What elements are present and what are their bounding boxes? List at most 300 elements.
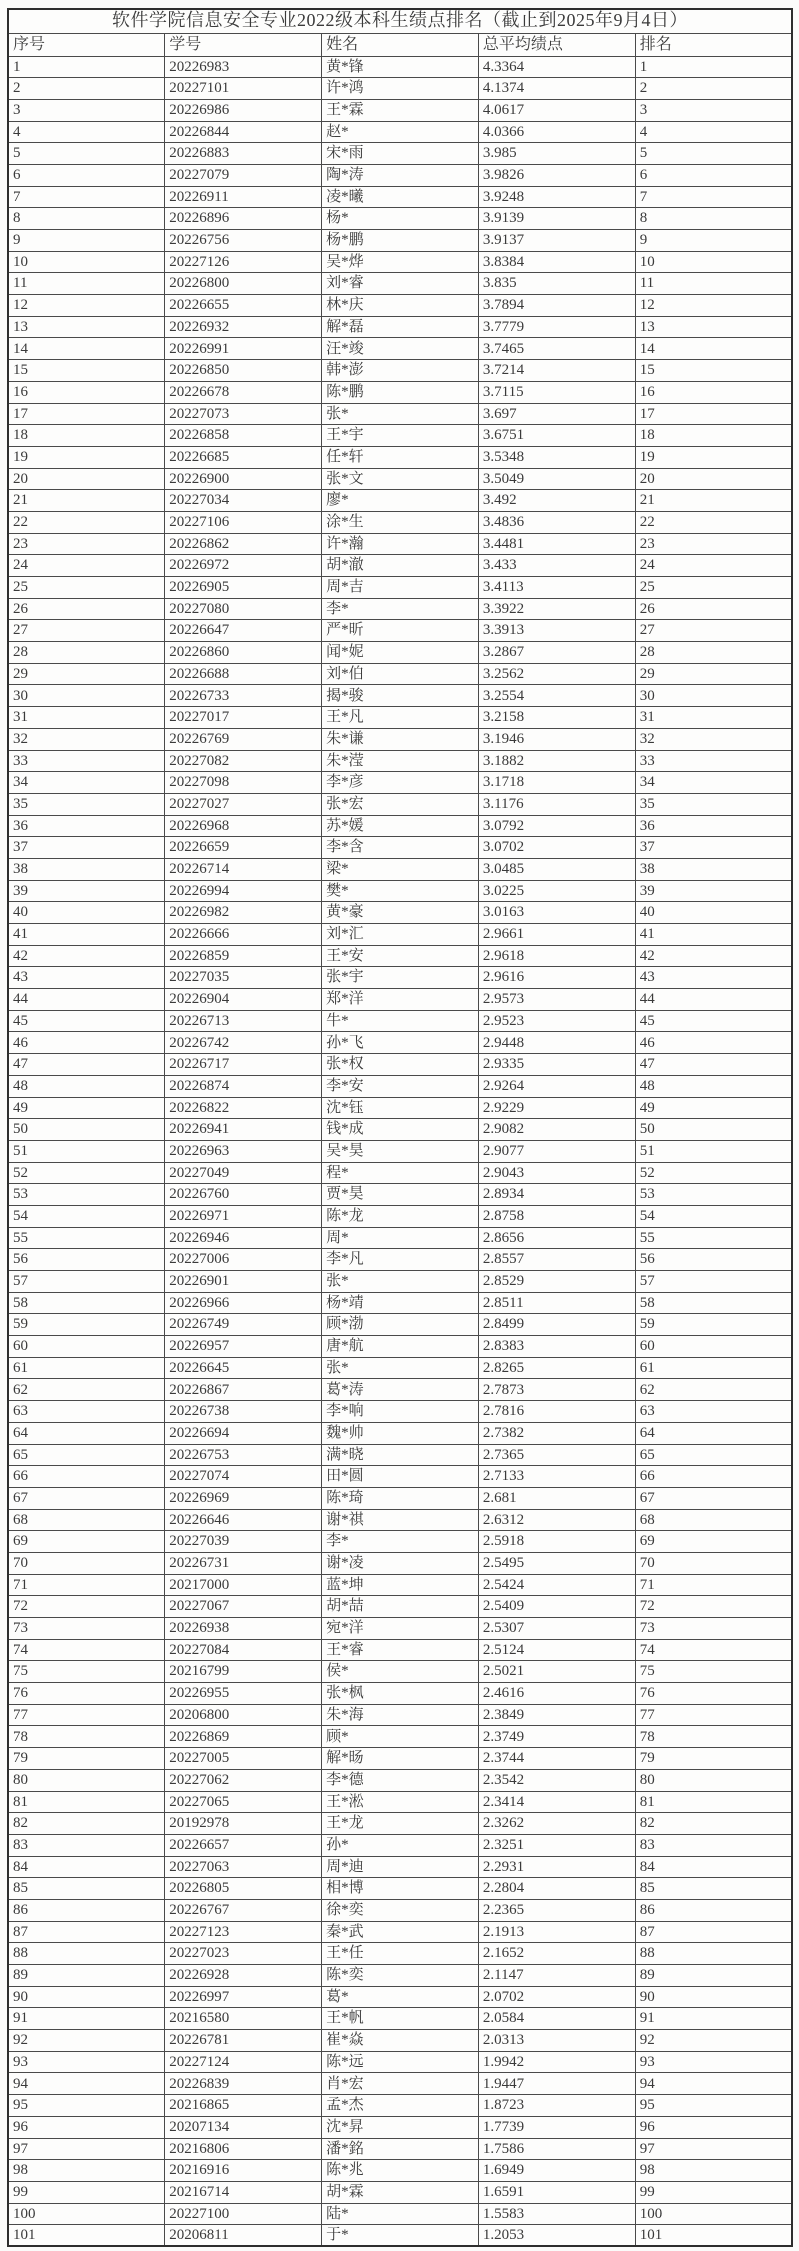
cell-student-id: 20226839 [165, 2073, 322, 2095]
cell-gpa: 2.9523 [478, 1010, 635, 1032]
cell-rank: 84 [635, 1856, 792, 1878]
cell-rank: 85 [635, 1878, 792, 1900]
cell-student-id: 20226867 [165, 1379, 322, 1401]
table-row [8, 78, 792, 100]
cell-student-name: 刘*伯 [322, 663, 479, 685]
cell-rank: 45 [635, 1010, 792, 1032]
cell-rank: 53 [635, 1184, 792, 1206]
cell-student-id: 20226767 [165, 1899, 322, 1921]
table-row [8, 1119, 792, 1141]
cell-gpa: 2.7873 [478, 1379, 635, 1401]
table-row [8, 511, 792, 533]
cell-student-id: 20217000 [165, 1574, 322, 1596]
cell-index: 54 [8, 1205, 165, 1227]
header-student-id: 学号 [165, 33, 322, 56]
cell-gpa: 2.4616 [478, 1683, 635, 1705]
table-head [8, 9, 792, 56]
cell-index: 34 [8, 772, 165, 794]
cell-index: 82 [8, 1813, 165, 1835]
cell-student-id: 20227101 [165, 78, 322, 100]
table-row [8, 1552, 792, 1574]
cell-gpa: 3.0792 [478, 815, 635, 837]
cell-student-name: 张*宇 [322, 967, 479, 989]
cell-student-id: 20227065 [165, 1791, 322, 1813]
cell-student-id: 20226971 [165, 1205, 322, 1227]
cell-gpa: 3.4481 [478, 533, 635, 555]
cell-student-name: 胡*霖 [322, 2181, 479, 2203]
cell-rank: 56 [635, 1249, 792, 1271]
cell-student-name: 许*鸿 [322, 78, 479, 100]
cell-student-name: 樊* [322, 880, 479, 902]
table-row [8, 598, 792, 620]
cell-index: 71 [8, 1574, 165, 1596]
cell-student-name: 吴*烨 [322, 251, 479, 273]
cell-index: 19 [8, 446, 165, 468]
cell-gpa: 2.9229 [478, 1097, 635, 1119]
cell-student-id: 20227084 [165, 1639, 322, 1661]
table-row [8, 121, 792, 143]
cell-gpa: 3.9137 [478, 230, 635, 252]
cell-rank: 39 [635, 880, 792, 902]
cell-student-id: 20226901 [165, 1271, 322, 1293]
cell-student-id: 20206811 [165, 2225, 322, 2247]
cell-student-id: 20227106 [165, 511, 322, 533]
cell-rank: 77 [635, 1704, 792, 1726]
table-row [8, 2051, 792, 2073]
cell-rank: 18 [635, 425, 792, 447]
cell-student-id: 20227098 [165, 772, 322, 794]
cell-student-name: 陆* [322, 2203, 479, 2225]
cell-gpa: 2.2931 [478, 1856, 635, 1878]
table-row [8, 1531, 792, 1553]
table-row [8, 902, 792, 924]
cell-student-name: 揭*骏 [322, 685, 479, 707]
cell-student-id: 20216580 [165, 2008, 322, 2030]
cell-index: 53 [8, 1184, 165, 1206]
cell-rank: 13 [635, 316, 792, 338]
table-row [8, 1856, 792, 1878]
table-row [8, 533, 792, 555]
cell-index: 5 [8, 143, 165, 165]
cell-student-id: 20226666 [165, 924, 322, 946]
cell-gpa: 2.6312 [478, 1509, 635, 1531]
cell-gpa: 3.1176 [478, 793, 635, 815]
cell-gpa: 1.6949 [478, 2160, 635, 2182]
cell-gpa: 2.0702 [478, 1986, 635, 2008]
cell-student-name: 李* [322, 598, 479, 620]
cell-gpa: 2.8383 [478, 1336, 635, 1358]
cell-student-name: 胡*澈 [322, 555, 479, 577]
cell-student-name: 周*迪 [322, 1856, 479, 1878]
cell-student-name: 李*含 [322, 837, 479, 859]
cell-rank: 61 [635, 1357, 792, 1379]
cell-gpa: 1.7586 [478, 2138, 635, 2160]
cell-rank: 95 [635, 2095, 792, 2117]
cell-gpa: 3.433 [478, 555, 635, 577]
cell-gpa: 3.0225 [478, 880, 635, 902]
table-row [8, 230, 792, 252]
cell-gpa: 3.2158 [478, 707, 635, 729]
cell-gpa: 2.5918 [478, 1531, 635, 1553]
cell-student-name: 王*帆 [322, 2008, 479, 2030]
cell-rank: 17 [635, 403, 792, 425]
cell-rank: 22 [635, 511, 792, 533]
table-row [8, 1639, 792, 1661]
cell-student-name: 闻*妮 [322, 642, 479, 664]
cell-gpa: 3.835 [478, 273, 635, 295]
cell-index: 88 [8, 1943, 165, 1965]
table-row [8, 989, 792, 1011]
cell-index: 55 [8, 1227, 165, 1249]
cell-student-id: 20216806 [165, 2138, 322, 2160]
cell-student-name: 张*宏 [322, 793, 479, 815]
cell-index: 101 [8, 2225, 165, 2247]
table-row [8, 837, 792, 859]
cell-student-id: 20226731 [165, 1552, 322, 1574]
cell-student-name: 谢*祺 [322, 1509, 479, 1531]
cell-rank: 4 [635, 121, 792, 143]
cell-index: 36 [8, 815, 165, 837]
cell-index: 42 [8, 945, 165, 967]
table-row [8, 1466, 792, 1488]
cell-gpa: 2.7365 [478, 1444, 635, 1466]
cell-gpa: 2.3262 [478, 1813, 635, 1835]
cell-student-id: 20226756 [165, 230, 322, 252]
cell-student-id: 20216865 [165, 2095, 322, 2117]
cell-gpa: 3.2562 [478, 663, 635, 685]
table-row [8, 56, 792, 78]
cell-student-id: 20226859 [165, 945, 322, 967]
table-row [8, 1444, 792, 1466]
table-row [8, 425, 792, 447]
table-row [8, 381, 792, 403]
cell-student-name: 苏*媛 [322, 815, 479, 837]
cell-index: 95 [8, 2095, 165, 2117]
cell-index: 80 [8, 1769, 165, 1791]
cell-gpa: 2.3849 [478, 1704, 635, 1726]
cell-gpa: 2.8529 [478, 1271, 635, 1293]
table-row [8, 2225, 792, 2247]
cell-rank: 97 [635, 2138, 792, 2160]
cell-gpa: 2.8265 [478, 1357, 635, 1379]
cell-index: 72 [8, 1596, 165, 1618]
cell-student-name: 王*霖 [322, 99, 479, 121]
cell-student-name: 牛* [322, 1010, 479, 1032]
cell-gpa: 2.0584 [478, 2008, 635, 2030]
table-row [8, 1726, 792, 1748]
table-row [8, 967, 792, 989]
cell-student-name: 严*昕 [322, 620, 479, 642]
cell-rank: 98 [635, 2160, 792, 2182]
cell-index: 25 [8, 577, 165, 599]
cell-gpa: 3.1718 [478, 772, 635, 794]
cell-index: 37 [8, 837, 165, 859]
cell-index: 6 [8, 164, 165, 186]
cell-gpa: 3.4836 [478, 511, 635, 533]
cell-student-id: 20192978 [165, 1813, 322, 1835]
cell-student-name: 黄*锋 [322, 56, 479, 78]
cell-student-id: 20226997 [165, 1986, 322, 2008]
cell-index: 8 [8, 208, 165, 230]
cell-index: 39 [8, 880, 165, 902]
cell-gpa: 2.5021 [478, 1661, 635, 1683]
cell-gpa: 3.2554 [478, 685, 635, 707]
cell-index: 33 [8, 750, 165, 772]
cell-rank: 23 [635, 533, 792, 555]
cell-student-name: 陈*鹏 [322, 381, 479, 403]
cell-student-id: 20226991 [165, 338, 322, 360]
cell-rank: 14 [635, 338, 792, 360]
cell-student-name: 宛*洋 [322, 1618, 479, 1640]
cell-rank: 7 [635, 186, 792, 208]
table-row [8, 1704, 792, 1726]
cell-index: 49 [8, 1097, 165, 1119]
cell-student-id: 20226753 [165, 1444, 322, 1466]
cell-index: 48 [8, 1075, 165, 1097]
cell-index: 94 [8, 2073, 165, 2095]
cell-student-id: 20226874 [165, 1075, 322, 1097]
header-gpa: 总平均绩点 [478, 33, 635, 56]
cell-index: 24 [8, 555, 165, 577]
cell-rank: 9 [635, 230, 792, 252]
table-row [8, 1596, 792, 1618]
table-row [8, 793, 792, 815]
table-row [8, 577, 792, 599]
cell-rank: 83 [635, 1834, 792, 1856]
cell-student-id: 20226957 [165, 1336, 322, 1358]
cell-student-name: 王*任 [322, 1943, 479, 1965]
cell-index: 57 [8, 1271, 165, 1293]
cell-rank: 47 [635, 1054, 792, 1076]
cell-student-id: 20227034 [165, 490, 322, 512]
cell-student-name: 张* [322, 1357, 479, 1379]
cell-student-name: 涂*生 [322, 511, 479, 533]
cell-rank: 15 [635, 360, 792, 382]
table-row [8, 2073, 792, 2095]
cell-gpa: 2.9661 [478, 924, 635, 946]
table-row [8, 1227, 792, 1249]
table-row [8, 1791, 792, 1813]
cell-rank: 72 [635, 1596, 792, 1618]
cell-student-name: 王*睿 [322, 1639, 479, 1661]
cell-gpa: 2.9573 [478, 989, 635, 1011]
cell-rank: 68 [635, 1509, 792, 1531]
cell-student-id: 20227079 [165, 164, 322, 186]
cell-gpa: 2.3251 [478, 1834, 635, 1856]
cell-student-id: 20226688 [165, 663, 322, 685]
cell-index: 47 [8, 1054, 165, 1076]
cell-student-name: 张*枫 [322, 1683, 479, 1705]
cell-student-id: 20227017 [165, 707, 322, 729]
table-row [8, 620, 792, 642]
cell-student-id: 20227006 [165, 1249, 322, 1271]
cell-rank: 33 [635, 750, 792, 772]
cell-student-id: 20226749 [165, 1314, 322, 1336]
cell-student-id: 20226805 [165, 1878, 322, 1900]
cell-rank: 8 [635, 208, 792, 230]
table-row [8, 555, 792, 577]
cell-student-id: 20226655 [165, 295, 322, 317]
cell-student-id: 20226738 [165, 1401, 322, 1423]
cell-index: 93 [8, 2051, 165, 2073]
cell-student-id: 20206800 [165, 1704, 322, 1726]
table-row [8, 164, 792, 186]
cell-student-id: 20227023 [165, 1943, 322, 1965]
table-row [8, 858, 792, 880]
cell-student-id: 20226932 [165, 316, 322, 338]
cell-student-name: 谢*凌 [322, 1552, 479, 1574]
cell-index: 18 [8, 425, 165, 447]
table-row [8, 208, 792, 230]
cell-index: 64 [8, 1422, 165, 1444]
cell-student-id: 20227123 [165, 1921, 322, 1943]
cell-index: 3 [8, 99, 165, 121]
cell-student-name: 侯* [322, 1661, 479, 1683]
cell-gpa: 2.9616 [478, 967, 635, 989]
cell-student-id: 20227073 [165, 403, 322, 425]
cell-rank: 66 [635, 1466, 792, 1488]
cell-index: 89 [8, 1965, 165, 1987]
cell-gpa: 2.8557 [478, 1249, 635, 1271]
cell-student-name: 李*响 [322, 1401, 479, 1423]
table-row [8, 2138, 792, 2160]
table-row [8, 1899, 792, 1921]
cell-rank: 43 [635, 967, 792, 989]
table-row [8, 1921, 792, 1943]
cell-student-id: 20216916 [165, 2160, 322, 2182]
cell-rank: 100 [635, 2203, 792, 2225]
cell-rank: 79 [635, 1748, 792, 1770]
table-row [8, 2160, 792, 2182]
cell-gpa: 2.1652 [478, 1943, 635, 1965]
cell-student-name: 任*轩 [322, 446, 479, 468]
cell-rank: 41 [635, 924, 792, 946]
table-row [8, 1748, 792, 1770]
table-row [8, 1574, 792, 1596]
cell-student-name: 钱*成 [322, 1119, 479, 1141]
cell-student-name: 宋*雨 [322, 143, 479, 165]
cell-student-id: 20226904 [165, 989, 322, 1011]
table-row [8, 2116, 792, 2138]
cell-student-id: 20226646 [165, 1509, 322, 1531]
cell-index: 69 [8, 1531, 165, 1553]
cell-index: 73 [8, 1618, 165, 1640]
table-row [8, 945, 792, 967]
cell-rank: 10 [635, 251, 792, 273]
header-name: 姓名 [322, 33, 479, 56]
cell-student-name: 周*吉 [322, 577, 479, 599]
cell-student-id: 20226982 [165, 902, 322, 924]
cell-index: 78 [8, 1726, 165, 1748]
cell-student-name: 张* [322, 403, 479, 425]
cell-index: 14 [8, 338, 165, 360]
cell-gpa: 4.3364 [478, 56, 635, 78]
cell-student-id: 20226858 [165, 425, 322, 447]
cell-gpa: 1.6591 [478, 2181, 635, 2203]
cell-student-name: 崔*焱 [322, 2030, 479, 2052]
cell-gpa: 2.9335 [478, 1054, 635, 1076]
cell-gpa: 2.8499 [478, 1314, 635, 1336]
cell-index: 77 [8, 1704, 165, 1726]
table-row [8, 2203, 792, 2225]
cell-rank: 59 [635, 1314, 792, 1336]
table-row [8, 924, 792, 946]
cell-student-id: 20226717 [165, 1054, 322, 1076]
cell-index: 100 [8, 2203, 165, 2225]
cell-rank: 57 [635, 1271, 792, 1293]
table-row [8, 186, 792, 208]
cell-gpa: 2.5307 [478, 1618, 635, 1640]
cell-student-id: 20226972 [165, 555, 322, 577]
header-index: 序号 [8, 33, 165, 56]
cell-gpa: 2.8934 [478, 1184, 635, 1206]
cell-student-id: 20226822 [165, 1097, 322, 1119]
table-row [8, 1661, 792, 1683]
cell-rank: 93 [635, 2051, 792, 2073]
cell-student-id: 20226850 [165, 360, 322, 382]
cell-student-name: 李*彦 [322, 772, 479, 794]
cell-gpa: 3.7894 [478, 295, 635, 317]
cell-gpa: 2.8511 [478, 1292, 635, 1314]
cell-index: 86 [8, 1899, 165, 1921]
cell-student-name: 孟*杰 [322, 2095, 479, 2117]
cell-gpa: 3.3913 [478, 620, 635, 642]
table-row [8, 403, 792, 425]
cell-student-name: 陶*涛 [322, 164, 479, 186]
cell-student-name: 李*凡 [322, 1249, 479, 1271]
cell-student-id: 20226645 [165, 1357, 322, 1379]
cell-student-name: 黄*豪 [322, 902, 479, 924]
cell-gpa: 3.9826 [478, 164, 635, 186]
cell-rank: 40 [635, 902, 792, 924]
cell-rank: 96 [635, 2116, 792, 2138]
cell-rank: 3 [635, 99, 792, 121]
cell-student-id: 20226896 [165, 208, 322, 230]
cell-rank: 88 [635, 1943, 792, 1965]
cell-index: 56 [8, 1249, 165, 1271]
cell-index: 15 [8, 360, 165, 382]
cell-student-id: 20226713 [165, 1010, 322, 1032]
cell-index: 20 [8, 468, 165, 490]
table-row [8, 490, 792, 512]
cell-index: 44 [8, 989, 165, 1011]
cell-rank: 76 [635, 1683, 792, 1705]
cell-student-id: 20226955 [165, 1683, 322, 1705]
table-row [8, 1769, 792, 1791]
cell-gpa: 1.7739 [478, 2116, 635, 2138]
cell-gpa: 3.5049 [478, 468, 635, 490]
cell-student-id: 20226983 [165, 56, 322, 78]
cell-index: 67 [8, 1487, 165, 1509]
cell-student-name: 唐*航 [322, 1336, 479, 1358]
cell-index: 91 [8, 2008, 165, 2030]
table-row [8, 1336, 792, 1358]
cell-student-name: 秦*武 [322, 1921, 479, 1943]
cell-student-id: 20226659 [165, 837, 322, 859]
cell-student-name: 孙*飞 [322, 1032, 479, 1054]
cell-index: 10 [8, 251, 165, 273]
cell-student-id: 20226938 [165, 1618, 322, 1640]
cell-index: 17 [8, 403, 165, 425]
cell-student-id: 20226986 [165, 99, 322, 121]
cell-gpa: 2.8656 [478, 1227, 635, 1249]
cell-gpa: 3.5348 [478, 446, 635, 468]
cell-rank: 89 [635, 1965, 792, 1987]
table-row [8, 1140, 792, 1162]
cell-index: 84 [8, 1856, 165, 1878]
cell-student-id: 20227005 [165, 1748, 322, 1770]
cell-gpa: 2.5424 [478, 1574, 635, 1596]
